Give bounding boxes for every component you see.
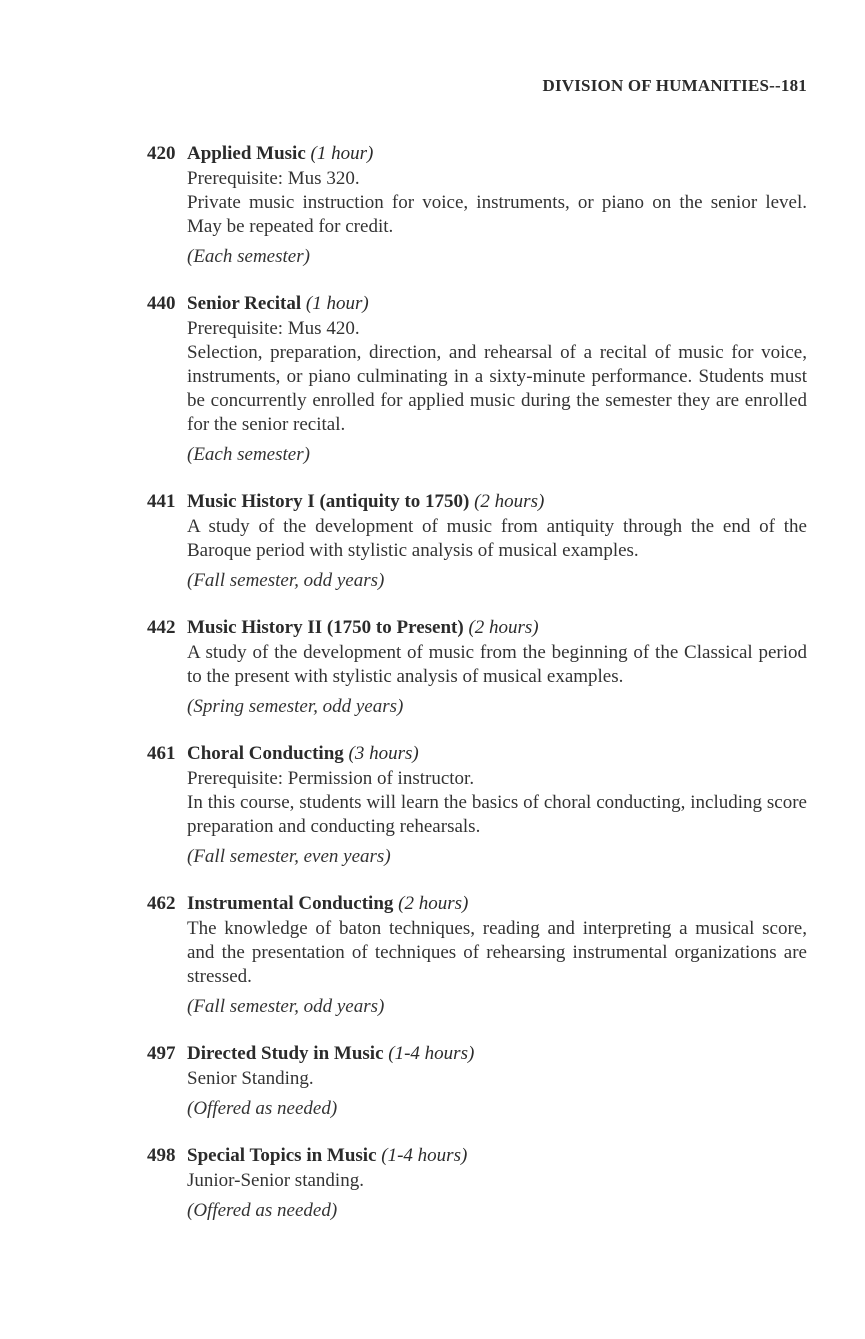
course-term: (Fall semester, odd years) [187, 996, 385, 1017]
course-hours: (2 hours) [468, 617, 539, 638]
course-hours: (1 hour) [305, 293, 369, 314]
course-description: Selection, preparation, direction, and rehearsal of a recital of music for voice, instruments, or piano culminating in a sixty-minute performance. Students must be concurrently enrolled for applied music during the semester they are enrolled for the senior recital. [187, 342, 807, 435]
course-hours: (1-4 hours) [381, 1145, 468, 1166]
course-entry [147, 1143, 807, 1223]
course-body [187, 1169, 807, 1223]
course-number: 440 [147, 293, 176, 314]
course-heading [147, 891, 807, 917]
course-term: (Fall semester, even years) [187, 846, 391, 867]
course-term: (Spring semester, odd years) [187, 696, 404, 717]
course-number: 442 [147, 617, 176, 638]
course-term: (Fall semester, odd years) [187, 570, 385, 591]
course-hours: (2 hours) [474, 491, 545, 512]
course-term: (Offered as needed) [187, 1098, 338, 1119]
course-heading [147, 489, 807, 515]
course-body [187, 515, 807, 593]
course-prerequisite: Senior Standing. [187, 1068, 314, 1089]
course-entry [147, 741, 807, 869]
course-hours: (2 hours) [398, 893, 469, 914]
course-prerequisite: Junior-Senior standing. [187, 1170, 364, 1191]
course-prerequisite: Prerequisite: Permission of instructor. [187, 768, 475, 789]
course-entry [147, 615, 807, 719]
course-body [187, 917, 807, 1019]
course-body [187, 641, 807, 719]
course-hours: (3 hours) [348, 743, 419, 764]
course-body [187, 317, 807, 467]
course-title: Instrumental Conducting [187, 893, 394, 914]
course-description: In this course, students will learn the basics of choral conducting, including score preparation and conducting rehearsals. [187, 792, 807, 837]
course-entry [147, 291, 807, 467]
course-entry [147, 891, 807, 1019]
course-list [147, 141, 807, 1245]
course-body [187, 767, 807, 869]
course-description: The knowledge of baton techniques, reading and interpreting a musical score, and the presentation of techniques of rehearsing instrumental organizations are stressed. [187, 918, 807, 987]
course-prerequisite: Prerequisite: Mus 420. [187, 318, 360, 339]
course-title: Directed Study in Music [187, 1043, 384, 1064]
course-number: 498 [147, 1145, 176, 1166]
course-heading [147, 741, 807, 767]
course-title: Choral Conducting [187, 743, 344, 764]
course-title: Music History I (antiquity to 1750) [187, 491, 470, 512]
course-heading [147, 291, 807, 317]
course-hours: (1-4 hours) [388, 1043, 475, 1064]
course-prerequisite: Prerequisite: Mus 320. [187, 168, 360, 189]
course-entry [147, 489, 807, 593]
course-term: (Each semester) [187, 246, 310, 267]
course-number: 420 [147, 143, 176, 164]
course-term: (Offered as needed) [187, 1200, 338, 1221]
course-entry [147, 1041, 807, 1121]
course-heading [147, 1143, 807, 1169]
course-entry [147, 141, 807, 269]
course-description: Private music instruction for voice, instruments, or piano on the senior level. May be repeated for credit. [187, 192, 807, 237]
course-heading [147, 615, 807, 641]
running-head: DIVISION OF HUMANITIES--181 [542, 76, 807, 95]
course-title: Special Topics in Music [187, 1145, 377, 1166]
course-heading [147, 141, 807, 167]
course-heading [147, 1041, 807, 1067]
course-number: 497 [147, 1043, 176, 1064]
course-hours: (1 hour) [310, 143, 374, 164]
course-number: 461 [147, 743, 176, 764]
course-body [187, 1067, 807, 1121]
course-description: A study of the development of music from the beginning of the Classical period to the present with stylistic analysis of musical examples. [187, 642, 807, 687]
course-body [187, 167, 807, 269]
course-title: Senior Recital [187, 293, 302, 314]
course-title: Applied Music [187, 143, 306, 164]
course-term: (Each semester) [187, 444, 310, 465]
course-number: 462 [147, 893, 176, 914]
course-title: Music History II (1750 to Present) [187, 617, 464, 638]
course-description: A study of the development of music from antiquity through the end of the Baroque period with stylistic analysis of musical examples. [187, 516, 807, 561]
course-number: 441 [147, 491, 176, 512]
